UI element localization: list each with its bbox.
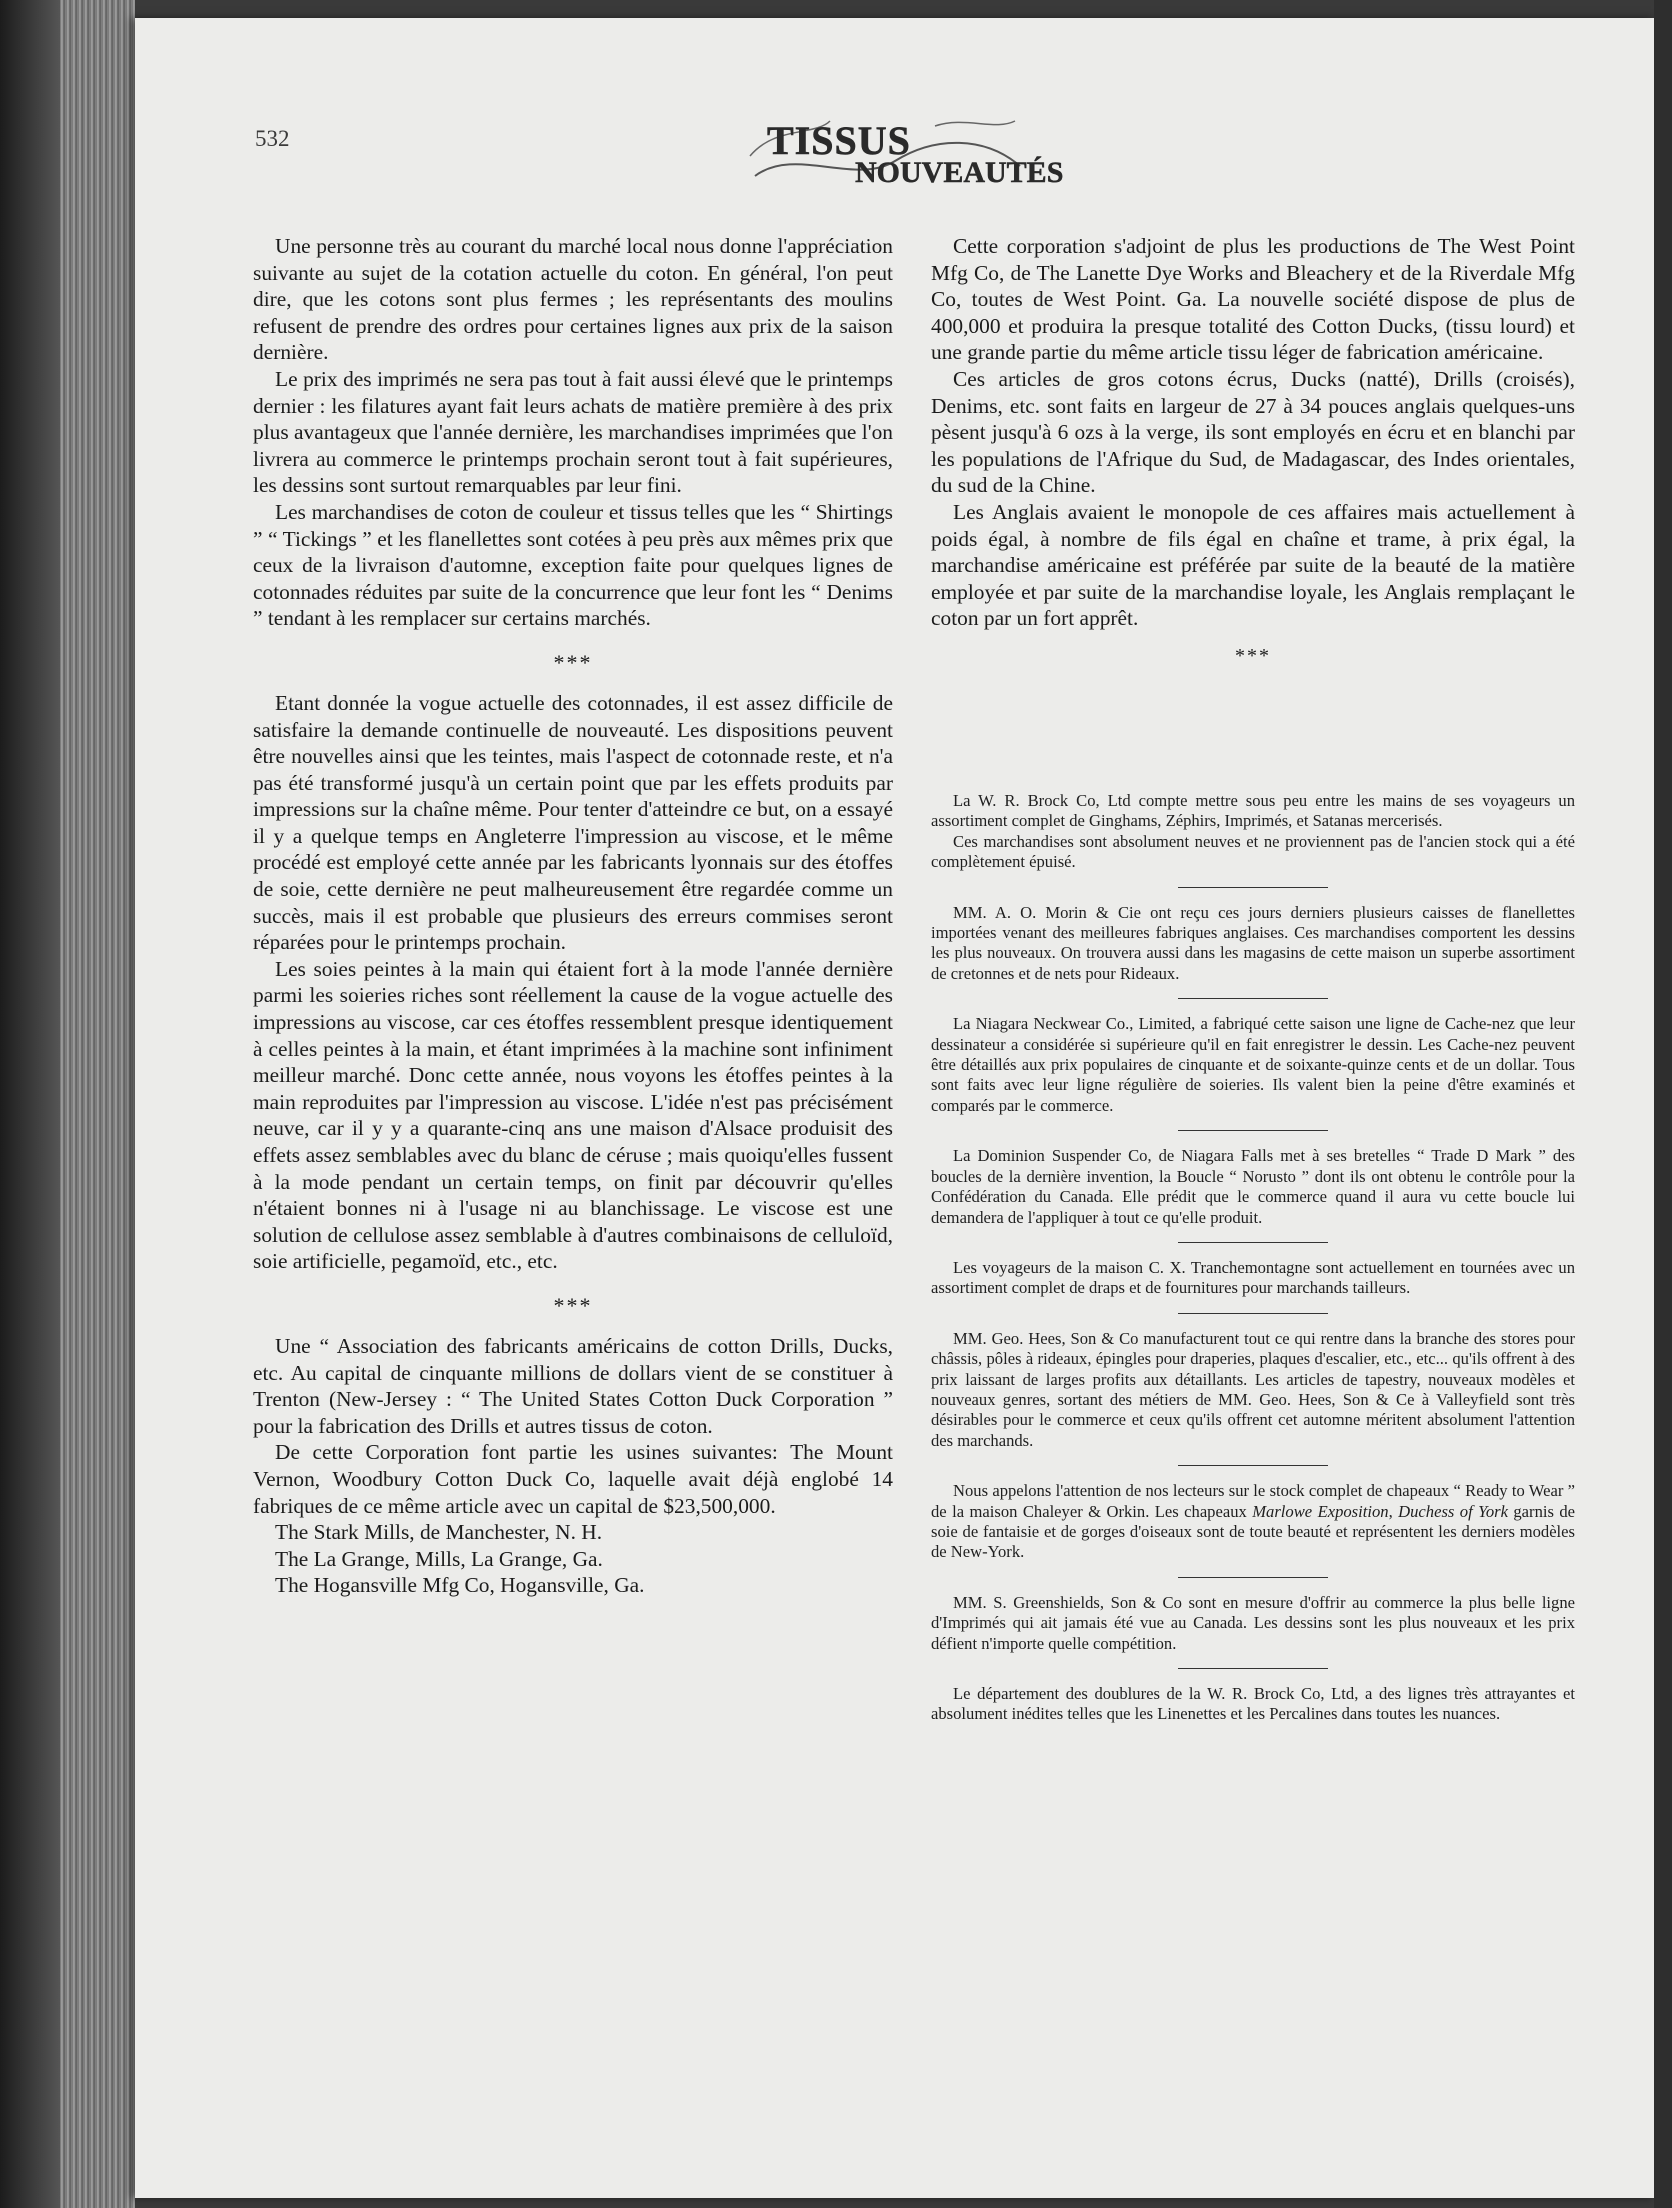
left-paragraph-1: Une personne très au courant du marché local nous donne l'appréciation suivante au sujet de la cotation actuelle du coton. En général, l'on peut dire, que les cotons sont plus fermes ; les représentants des moulins refusent de prendre des ordres pour certaines lignes aux prix de la saison dernière. <box>253 234 893 365</box>
left-paragraph-3: Les marchandises de coton de couleur et tissus telles que les “ Shirtings ” “ Tickings ” et les flanellettes sont cotées à peu près aux mêmes prix que ceux de la livraison d'automne, exception faite pour quelques lignes de cotonnades réduites par suite de la concurrence que leur font les “ Denims ” tendant à les remplacer sur certains marchés. <box>253 499 893 631</box>
divider-rule <box>1178 998 1328 999</box>
left-paragraph-10: The Hogansville Mfg Co, Hogansville, Ga. <box>275 1573 645 1598</box>
divider-rule <box>1178 1577 1328 1578</box>
right-paragraph-3: Les Anglais avaient le monopole de ces affaires mais actuellement à poids égal, à nombre de fils égal en chaîne et trame, à prix égal, la marchandise américaine est préférée par suite de la beauté de la matière employée et par suite de la marchandise loyale, les Anglais remplaçant le coton par un fort apprêt. <box>931 499 1575 631</box>
notice-tranchemontagne: Les voyageurs de la maison C. X. Tranchemontagne sont actuellement en tournées avec un assortiment complet de draps et de fournitures pour marchands tailleurs. <box>931 1257 1575 1298</box>
page-number: 532 <box>255 126 290 151</box>
left-column <box>253 233 893 1599</box>
divider-rule <box>1178 1313 1328 1314</box>
notice-chaleyer-italic-2: Duchess of York <box>1398 1501 1508 1521</box>
asterism-separator-2: *** <box>553 1292 593 1318</box>
divider-rule <box>1178 1465 1328 1466</box>
left-paragraph-6: Une “ Association des fabricants américains de cotton Drills, Ducks, etc. Au capital de cinquante millions de dollars vient de se constituer à Trenton (New-Jersey : “ The United States Cotton Duck Corporation ” pour la fabrication des Drills et autres tissus de coton. <box>253 1333 893 1438</box>
notice-chaleyer-italic-1: Marlowe Exposition <box>1252 1501 1389 1521</box>
asterism-separator-3: *** <box>1235 644 1271 667</box>
asterism-separator-1: *** <box>553 649 593 675</box>
notice-chaleyer-text-3: garnis de soie de fantaisie et de gorges d'oiseaux sont de toute beauté et représentent les derniers modèles de New-York. <box>931 1501 1576 1562</box>
notice-chaleyer-orkin <box>931 1481 1575 1563</box>
right-paragraph-2: Ces articles de gros cotons écrus, Ducks (natté), Drills (croisés), Denims, etc. sont faits en largeur de 27 à 34 pouces anglais quelques-uns pèsent jusqu'à 6 ozs à la verge, ils sont employés en écru et en blanchi par les populations de l'Afrique du Sud, de Madagascar, des Indes orientales, du sud de la Chine. <box>931 366 1575 498</box>
trade-notices <box>931 791 1575 1725</box>
book-binding-shadow <box>0 0 60 2208</box>
notice-niagara-neckwear: La Niagara Neckwear Co., Limited, a fabriqué cette saison une ligne de Cache-nez que leur dessinateur a considérée si supérieure qu'il en fait enregistrer le dessin. Les Cache-nez peuvent être détaillés aux prix populaires de cinquante et de soixante-quinze cents et de un dollar. Tous sont faits avec leur ligne régulière de soieries. Ils valent bien la peine d'être examinés et comparés par le commerce. <box>931 1014 1575 1115</box>
left-paragraph-5: Les soies peintes à la main qui étaient fort à la mode l'année dernière parmi les soieries riches sont réellement la cause de la vogue actuelle des impressions au viscose, car ces étoffes ressemblent presque identiquement à celles peintes à la main, et étant imprimées à la machine sont infiniment meilleur marché. Donc cette année, nous voyons les étoffes peintes à la main reproduites par l'impression au viscose. L'idée n'est pas précisément neuve, car il y y a quarante-cinq ans une maison d'Alsace produisit des effets assez semblables avec du blanc de céruse ; mais quoiqu'elles fussent à la mode pendant un certain temps, on finit par découvrir qu'elles n'étaient bonnes ni à l'usage ni au blanchissage. Le viscose est une solution de cellulose assez semblable à d'autres combinaisons de celluloïd, soie artificielle, pegamoïd, etc., etc. <box>253 956 893 1274</box>
left-paragraph-8: The Stark Mills, de Manchester, N. H. <box>275 1520 603 1545</box>
scan-right-border <box>1654 0 1672 2208</box>
notice-dominion-suspender: La Dominion Suspender Co, de Niagara Falls met à ses bretelles “ Trade D Mark ” des boucles de la dernière invention, la Boucle “ Norusto ” dont ils ont obtenu le contrôle pour la Confédération du Canada. Elle prédit que le commerce quand il aura vu cette boucle lui demandera de l'appliquer à tout ce qu'elle produit. <box>931 1146 1575 1227</box>
masthead-line2: NOUVEAUTÉS <box>855 156 1064 189</box>
notice-morin: MM. A. O. Morin & Cie ont reçu ces jours derniers plusieurs caisses de flanellettes importées venant des meilleures fabriques anglaises. Ces marchandises comportent les dessins les plus nouveaux. On trouvera aussi dans les magasins de cette maison un superbe assortiment de cretonnes et de nets pour Rideaux. <box>931 902 1575 983</box>
left-paragraph-4: Etant donnée la vogue actuelle des cotonnades, il est assez difficile de satisfaire la demande continuelle de nouveauté. Les dispositions peuvent être nouvelles ainsi que les teintes, mais l'aspect de cotonnade reste, et n'a pas été transformé jusqu'à un certain point que par les effets produits par impressions sur la chaîne même. Pour tenter d'atteindre ce but, on a essayé il y a quelque temps en Angleterre l'impression au viscose, et le même procédé est employé cette année par les fabricants lyonnais sur des étoffes de soie, cette dernière ne peut malheureusement être regardée comme un succès, mais il est probable que plusieurs des erreurs commises seront réparées pour le printemps prochain. <box>253 690 893 955</box>
divider-rule <box>1178 887 1328 888</box>
notice-brock-1: La W. R. Brock Co, Ltd compte mettre sous peu entre les mains de ses voyageurs un assortiment complet de Ginghams, Zéphirs, Imprimés, et Satanas mercerisés. <box>931 791 1575 831</box>
divider-rule <box>1178 1130 1328 1131</box>
notice-geo-hees: MM. Geo. Hees, Son & Co manufacturent tout ce qui rentre dans la branche des stores pour châssis, pôles à rideaux, épingles pour draperies, plaques d'escalier, etc., etc... qu'ils offrent à des prix laissant de larges profits aux détaillants. Les articles de tapestry, nouveaux modèles et nouveaux genres, sortant des métiers de MM. Geo. Hees, Son & Ce à Valleyfield sont très désirables pour le commerce et ceux qu'ils offrent cet automne méritent absolument l'attention des marchands. <box>931 1328 1575 1450</box>
notice-chaleyer-text-1: Nous appelons l'attention de nos lecteurs sur le stock complet de chapeaux “ Ready to Wear ” de la maison Chaleyer & Orkin. Les chapeaux <box>931 1481 1575 1521</box>
right-paragraph-1: Cette corporation s'adjoint de plus les productions de The West Point Mfg Co, de The Lanette Dye Works and Bleachery et de la Riverdale Mfg Co, toutes de West Point. Ga. La nouvelle société dispose de plus de 400,000 et produira la presque totalité des Cotton Ducks, (tissu lourd) et une grande partie du même article tissu léger de fabrication américaine. <box>931 234 1575 365</box>
notice-greenshields: MM. S. Greenshields, Son & Co sont en mesure d'offrir au commerce la plus belle ligne d'Imprimés qui ait jamais été vue au Canada. Les dessins sont les plus nouveaux et les prix défient n'importe quelle compétition. <box>931 1592 1575 1653</box>
notice-chaleyer-text-2: , <box>1388 1501 1399 1521</box>
masthead-logo <box>735 106 1064 196</box>
left-paragraph-2: Le prix des imprimés ne sera pas tout à fait aussi élevé que le printemps dernier : les filatures ayant fait leurs achats de matière première à des prix plus avantageux que l'année dernière, les marchandises imprimées que l'on livrera au commerce le printemps prochain seront tout à fait supérieures, les dessins sont surtout remarquables par leur fini. <box>253 366 893 498</box>
notice-brock-2: Ces marchandises sont absolument neuves et ne proviennent pas de l'ancien stock qui a été complètement épuisé. <box>931 831 1575 872</box>
notice-brock-linings: Le département des doublures de la W. R. Brock Co, Ltd, a des lignes très attrayantes et absolument inédites telles que les Linenettes et les Percalines dans toutes les nuances. <box>931 1684 1575 1724</box>
right-column <box>931 233 1575 680</box>
left-paragraph-7: De cette Corporation font partie les usines suivantes: The Mount Vernon, Woodbury Cotton Duck Co, laquelle avait déjà englobé 14 fabriques de ce même article avec un capital de $23,500,000. <box>253 1440 893 1518</box>
divider-rule <box>1178 1242 1328 1243</box>
magazine-page <box>135 18 1655 2198</box>
left-paragraph-9: The La Grange, Mills, La Grange, Ga. <box>275 1546 603 1571</box>
divider-rule <box>1178 1668 1328 1669</box>
masthead-line1: TISSUS <box>767 118 911 163</box>
masthead-logo-art <box>735 106 1064 196</box>
